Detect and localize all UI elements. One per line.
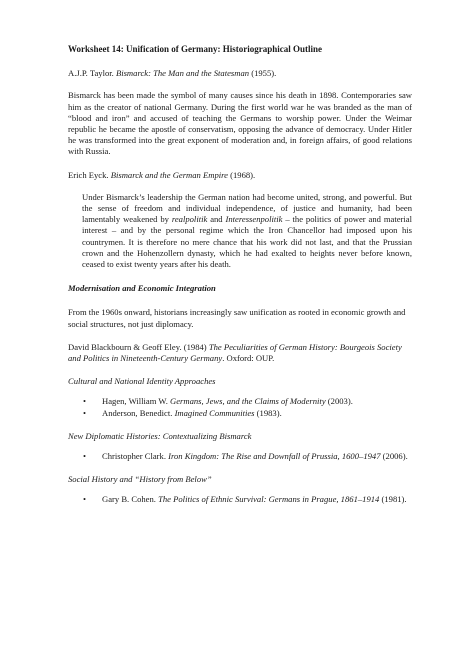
item-author: Gary B. Cohen. — [102, 494, 159, 505]
quote-term-realpolitik: realpolitik — [171, 214, 208, 225]
item-year: (2006). — [380, 451, 408, 462]
item-year: (1981). — [379, 494, 407, 505]
bullet-icon: • — [83, 451, 87, 462]
item-work-title: The Politics of Ethnic Survival: Germans in Prague, 1861–1914 — [158, 494, 380, 505]
eyck-work-title: Bismarck and the German Empire — [110, 169, 228, 180]
item-work-title: Germans, Jews, and the Claims of Modernity — [170, 396, 326, 407]
quote-text-and: and — [207, 214, 226, 225]
blackbourn-eley-work-title: The Peculiarities of German History: Bourgeois Society and Politics in Nineteenth-Century Germany — [68, 341, 402, 364]
item-year: (1983). — [254, 407, 282, 418]
quote-text-part2: – the politics of power and material interest – and by the personal regime which the Iron Chancellor had imposed upon his countrymen. It is therefore no mere chance that his work did not last, and that the Prussian crown and the Hohenzollern dynasty, which he had exalted to heights never before known, ceased to exist twenty years after his death. — [82, 214, 412, 270]
taylor-year: (1955). — [249, 68, 277, 79]
bullet-icon: • — [83, 494, 87, 505]
list-item — [68, 494, 412, 505]
quote-term-interessenpolitik: Interessenpolitik — [225, 214, 283, 225]
eyck-author: Erich Eyck. — [68, 169, 111, 180]
blackbourn-eley-publisher: . Oxford: OUP. — [222, 353, 275, 364]
taylor-author: A.J.P. Taylor. — [68, 68, 116, 79]
bullet-icon: • — [83, 407, 87, 418]
item-year: (2003). — [325, 396, 353, 407]
social-heading: Social History and “History from Below” — [68, 474, 212, 485]
item-author: Christopher Clark. — [102, 451, 169, 462]
blackbourn-eley-reference — [68, 342, 412, 364]
diplomatic-list — [68, 451, 412, 462]
taylor-summary: Bismarck has been made the symbol of many causes since his death in 1898. Contemporaries saw him as the creator of national Germany. During the first world war he was branded as the man of “blood and iron” and accused of teaching the Germans to worship power. Under the Weimar republic he became the apostle of conservatism, opposing the advance of democracy. Under Hitler he was transformed into the great exponent of moderation and, in foreign affairs, of good relations with Russia. — [68, 90, 412, 157]
item-author: Hagen, William W. — [102, 396, 170, 407]
cultural-heading: Cultural and National Identity Approaches — [68, 376, 216, 387]
cultural-list — [68, 396, 412, 418]
worksheet-title: Worksheet 14: Unification of Germany: Historiographical Outline — [68, 44, 322, 54]
list-item — [68, 451, 412, 462]
diplomatic-heading: New Diplomatic Histories: Contextualizing Bismarck — [68, 430, 252, 441]
item-work-title: Iron Kingdom: The Rise and Downfall of Prussia, 1600–1947 — [168, 451, 381, 462]
taylor-reference — [68, 68, 412, 79]
item-work-title: Imagined Communities — [174, 407, 255, 418]
document-body — [68, 44, 412, 518]
bullet-icon: • — [83, 396, 87, 407]
modernisation-text: From the 1960s onward, historians increasingly saw unification as rooted in economic growth and social structures, not just diplomacy. — [68, 307, 406, 329]
quote-text-part1: Under Bismarck’s leadership the German nation had become united, strong, and powerful. But the sense of freedom and individual independence, of justice and humanity, had been lamentably weakened by — [82, 191, 412, 225]
modernisation-heading: Modernisation and Economic Integration — [68, 283, 216, 294]
eyck-quotation — [82, 192, 412, 270]
item-author: Anderson, Benedict. — [102, 407, 175, 418]
eyck-year: (1968). — [227, 169, 256, 180]
list-item — [68, 408, 412, 419]
blackbourn-eley-author: David Blackbourn & Geoff Eley. (1984) — [68, 341, 209, 352]
list-item — [68, 396, 412, 407]
taylor-work-title: Bismarck: The Man and the Statesman — [115, 68, 250, 79]
eyck-reference — [68, 170, 412, 181]
social-list — [68, 494, 412, 505]
